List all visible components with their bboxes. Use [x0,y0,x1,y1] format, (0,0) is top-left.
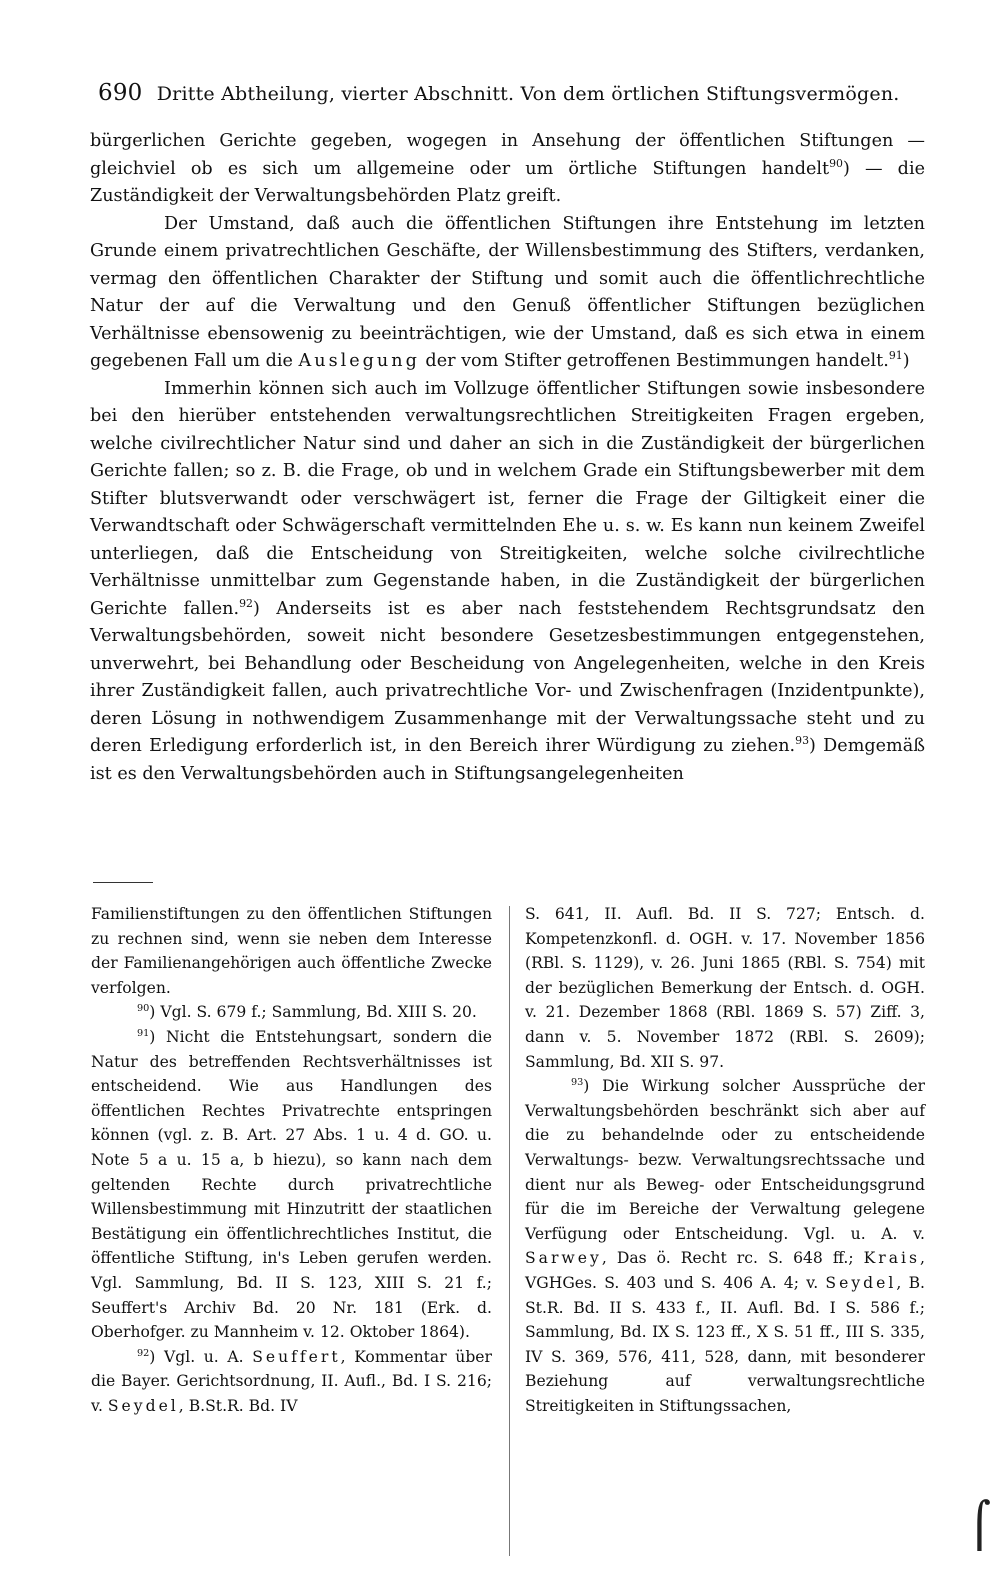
margin-mark: ⌠ [968,1500,991,1551]
footnote-91: $^{91}$) Nicht die Entstehungsart, sondern die Natur des betreffenden Rechtsverhältnisses ist entscheidend. Wie aus Handlungen des öffentlichen Rechtes Privatrechte entspringen können (vgl. z. B. Art. 27 Abs. 1 u. 4 d. GO. u. Note 5 a u. 15 a, b hiezu), so kann nach dem geltenden Rechte durch privatrechtliche Willensbestimmung mit Hinzutritt der staatlichen Bestätigung ein öffentlichrechtliches Institut, die öffentliche Stiftung, in's Leben gerufen werden. Vgl. Sammlung, Bd. II S. 123, XIII S. 21 f.; Seuffert's Archiv Bd. 20 Nr. 181 (Erk. d. Oberhofger. zu Mannheim v. 12. Oktober 1864). [91,1027,492,1342]
author-name: Sarwey [525,1249,602,1268]
footnotes-left-column [91,902,492,1418]
author-name: Seydel [825,1273,897,1292]
footnote-93: $^{93}$) Die Wirkung solcher Aussprüche der Verwaltungsbehörden beschränkt sich aber auf die zu behandelnde oder zu entscheidende Verwaltungs- bezw. Verwaltungsrechtssache und dient nur als Beweg- oder Entscheidungsgrund für die im Bereiche der Verwaltung gelegene Verfügung oder Entscheidung. Vgl. u. A. v. Sarwey, Das ö. Recht rc. S. 648 ff.; Krais, VGHGes. S. 403 und S. 406 A. 4; v. Seydel, B. St.R. Bd. II S. 433 f., II. Aufl. Bd. I S. 586 f.; Sammlung, Bd. IX S. 123 ff., X S. 51 ff., III S. 335, IV S. 369, 576, 411, 528, dann, mit besonderer Beziehung auf verwaltungsrechtliche Streitigkeiten in Stiftungssachen, [525,1076,925,1415]
author-name: Krais [863,1249,921,1268]
footnote-mark: 92 [137,1347,150,1359]
running-header [98,80,898,106]
main-text [90,128,925,788]
footnote-separator [93,882,153,883]
footnote-continuation: Familienstiftungen zu den öffentlichen Stiftungen zu rechnen sind, wenn sie neben dem Interesse der Familienangehörigen auch öffentliche Zwecke verfolgen. [91,905,492,997]
footnote-mark: 90 [137,1003,150,1015]
author-name: Seuffert [252,1347,341,1366]
footnote-92: $^{92}$) Vgl. u. A. Seuffert, Kommentar über die Bayer. Gerichtsordnung, II. Aufl., Bd. I S. 216; v. Seydel, B.St.R. Bd. IV [91,1347,492,1415]
running-title: Dritte Abtheilung, vierter Abschnitt. Von dem örtlichen Stiftungsvermögen. [156,83,900,105]
page-number: 690 [98,80,143,106]
footnotes-right-column [525,902,925,1418]
paragraph-2: Der Umstand, daß auch die öffentlichen Stiftungen ihre Entstehung im letzten Grunde einem privatrechtlichen Geschäfte, der Willensbestimmung des Stifters, verdanken, vermag den öffentlichen Charakter der Stiftung und somit auch die öffentlichrechtliche Natur der auf die Verwaltung und den Genuß öffentlicher Stiftungen bezüglichen Verhältnisse ebensowenig zu beeinträchtigen, wie der Umstand, daß es sich etwa in einem gegebenen Fall um die Auslegung der vom Stifter getroffenen Bestimmungen handelt.$^{91}$) [90,213,925,371]
footnote-ref-93[interactable]: 93 [795,734,810,748]
footnote-continuation: S. 641, II. Aufl. Bd. II S. 727; Entsch. d. Kompetenzkonfl. d. OGH. v. 17. November 1856 (RBl. S. 1129), v. 26. Juni 1865 (RBl. S. 754) mit der bezüglichen Bemerkung der Entsch. d. OGH. v. 21. Dezember 1868 (RBl. 1869 S. 57) Ziff. 3, dann v. 5. November 1872 (RBl. S. 2609); Sammlung, Bd. XII S. 97. [525,905,925,1071]
footnote-ref-92[interactable]: 92 [239,596,253,610]
footnote-ref-91[interactable]: 91 [888,349,903,363]
column-divider [509,906,510,1556]
paragraph-3: Immerhin können sich auch im Vollzuge öffentlicher Stiftungen sowie insbesondere bei den hierüber entstehenden verwaltungsrechtlichen Streitigkeiten Fragen ergeben, welche civilrechtlicher Natur sind und daher an sich in die Zuständigkeit der bürgerlichen Gerichte fallen; so z. B. die Frage, ob und in welchem Grade ein Stiftungsbewerber mit dem Stifter blutsverwandt oder verschwägert ist, ferner die Frage der Giltigkeit einer die Verwandtschaft oder Schwägerschaft vermittelnden Ehe u. s. w. Es kann nun keinem Zweifel unterliegen, daß die Entscheidung von Streitigkeiten, welche solche civilrechtliche Verhältnisse unmittelbar zum Gegenstande haben, in die Zuständigkeit der bürgerlichen Gerichte fallen.$^{92}$) Anderseits ist es aber nach feststehendem Rechtsgrundsatz den Verwaltungsbehörden, soweit nicht besondere Gesetzesbestimmungen entgegenstehen, unverwehrt, bei Behandlung oder Bescheidung von Angelegenheiten, welche in den Kreis ihrer Zuständigkeit fallen, auch privatrechtliche Vor- und Zwischenfragen (Inzidentpunkte), deren Lösung in nothwendigem Zusammenhange mit der Verwaltungssache steht und zu deren Erledigung erforderlich ist, in den Bereich ihrer Würdigung zu ziehen.$^{93}$) Demgemäß ist es den Verwaltungsbehörden auch in Stiftungsangelegenheiten [90,378,925,784]
paragraph-1: bürgerlichen Gerichte gegeben, wogegen in Ansehung der öffentlichen Stiftungen — gleichviel ob es sich um allgemeine oder um örtliche Stiftungen handelt$^{90}$) — die Zuständigkeit der Verwaltungsbehörden Platz greift. [90,131,925,206]
footnote-90: $^{90}$) Vgl. S. 679 f.; Sammlung, Bd. XIII S. 20. [137,1003,477,1022]
author-name: Seydel [107,1396,179,1415]
footnote-mark: 93 [571,1076,584,1088]
footnote-mark: 91 [137,1027,150,1039]
emphasis-auslegung: Auslegung [298,351,420,371]
footnote-ref-90[interactable]: 90 [829,156,843,170]
